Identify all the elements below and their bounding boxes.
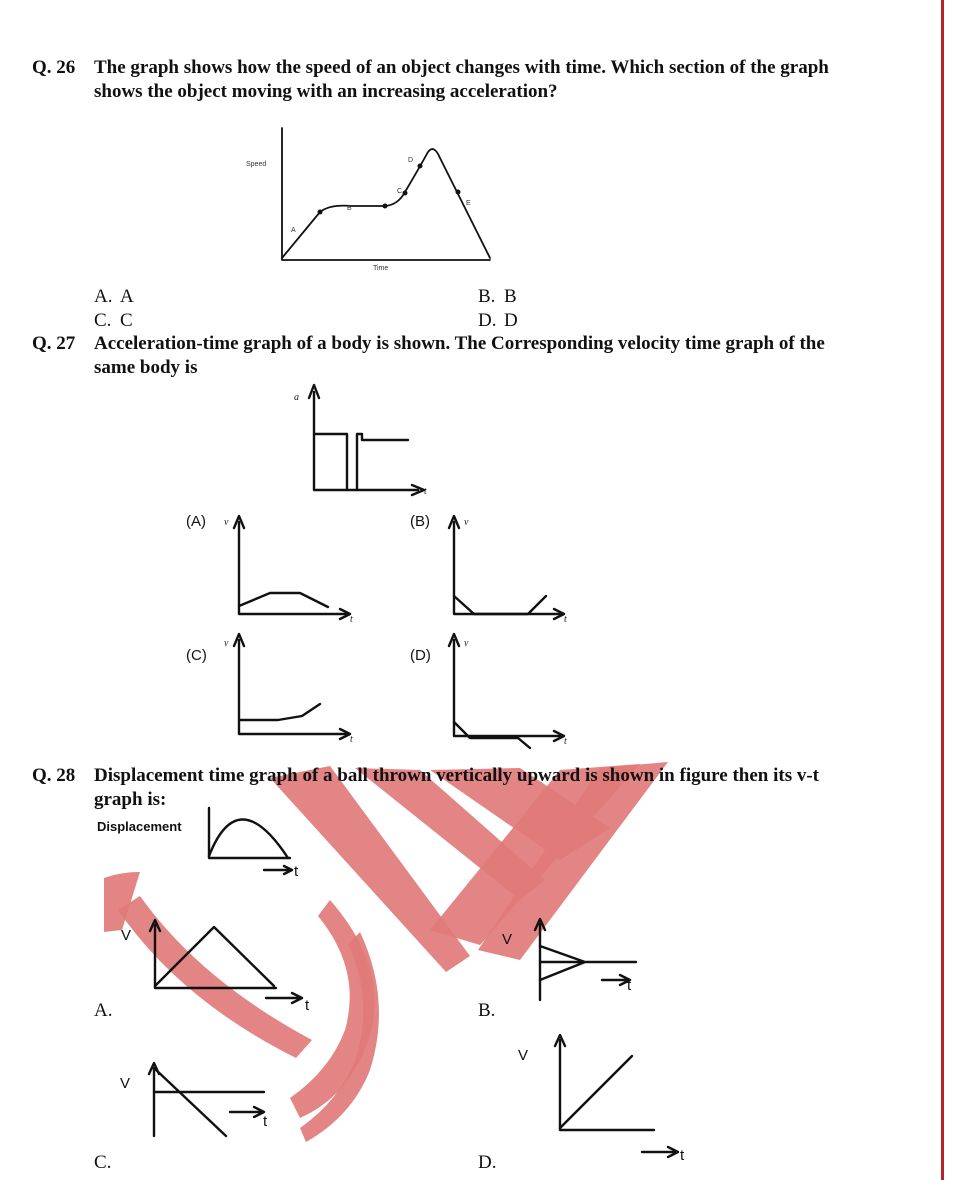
svg-text:v: v <box>464 517 469 528</box>
q26-option-c[interactable]: C. C <box>94 310 133 331</box>
q27-option-d-label[interactable]: (D) <box>410 647 431 664</box>
question-number: Q. 27 <box>32 333 76 354</box>
question-text: Displacement time graph of a ball thrown vertically upward is shown in figure then its v-t graph is: <box>94 765 819 810</box>
q26-segment-b: B <box>347 205 352 212</box>
q26-segment-c: C <box>397 188 403 195</box>
svg-text:V: V <box>120 1075 131 1092</box>
q28-option-b[interactable]: B. <box>478 1000 496 1021</box>
q28-option-a-graph[interactable] <box>121 920 310 1014</box>
q27-a-label: a <box>294 392 299 403</box>
svg-text:t: t <box>350 614 353 625</box>
svg-text:t: t <box>350 734 353 745</box>
question-text: The graph shows how the speed of an object changes with time. Which section of the graph shows the object moving with an increasing acceleration? <box>94 57 829 102</box>
q28-option-b-graph[interactable] <box>502 919 636 1000</box>
q26-option-a[interactable]: A. A <box>94 286 134 307</box>
svg-text:t: t <box>564 614 567 625</box>
q28-option-d[interactable]: D. <box>478 1152 497 1173</box>
svg-text:t: t <box>564 736 567 747</box>
q28-option-c-graph[interactable] <box>120 1063 268 1136</box>
q28-option-c[interactable]: C. <box>94 1152 112 1173</box>
q28-displacement-time-graph <box>209 808 299 880</box>
question-number: Q. 28 <box>32 765 76 786</box>
q28-option-d-graph[interactable] <box>518 1035 685 1164</box>
svg-text:v: v <box>224 517 229 528</box>
q26-segment-e: E <box>466 200 471 207</box>
svg-text:t: t <box>294 863 299 880</box>
question-text: Acceleration-time graph of a body is shown. The Corresponding velocity time graph of the same body is <box>94 333 825 378</box>
svg-text:t: t <box>680 1147 685 1164</box>
q27-option-a-label[interactable]: (A) <box>186 513 206 530</box>
q27-t-label: t <box>424 486 427 497</box>
q27-option-b-label[interactable]: (B) <box>410 513 430 530</box>
q26-segment-a: A <box>291 227 296 234</box>
q26-option-d[interactable]: D. D <box>478 310 518 331</box>
svg-text:V: V <box>502 931 513 948</box>
svg-text:t: t <box>263 1113 268 1130</box>
q26-y-label: Speed <box>246 161 267 168</box>
svg-text:t: t <box>627 977 632 994</box>
question-number: Q. 26 <box>32 57 76 78</box>
q26-option-b[interactable]: B. B <box>478 286 517 307</box>
q27-option-c-label[interactable]: (C) <box>186 647 207 664</box>
q28-displacement-label: Displacement <box>97 819 182 834</box>
svg-text:V: V <box>518 1047 529 1064</box>
q26-x-label: Time <box>373 265 389 272</box>
svg-text:t: t <box>305 997 310 1014</box>
svg-text:v: v <box>224 638 229 649</box>
svg-text:v: v <box>464 638 469 649</box>
q28-option-a[interactable]: A. <box>94 1000 113 1021</box>
svg-text:V: V <box>121 927 132 944</box>
q26-segment-d: D <box>408 157 414 164</box>
